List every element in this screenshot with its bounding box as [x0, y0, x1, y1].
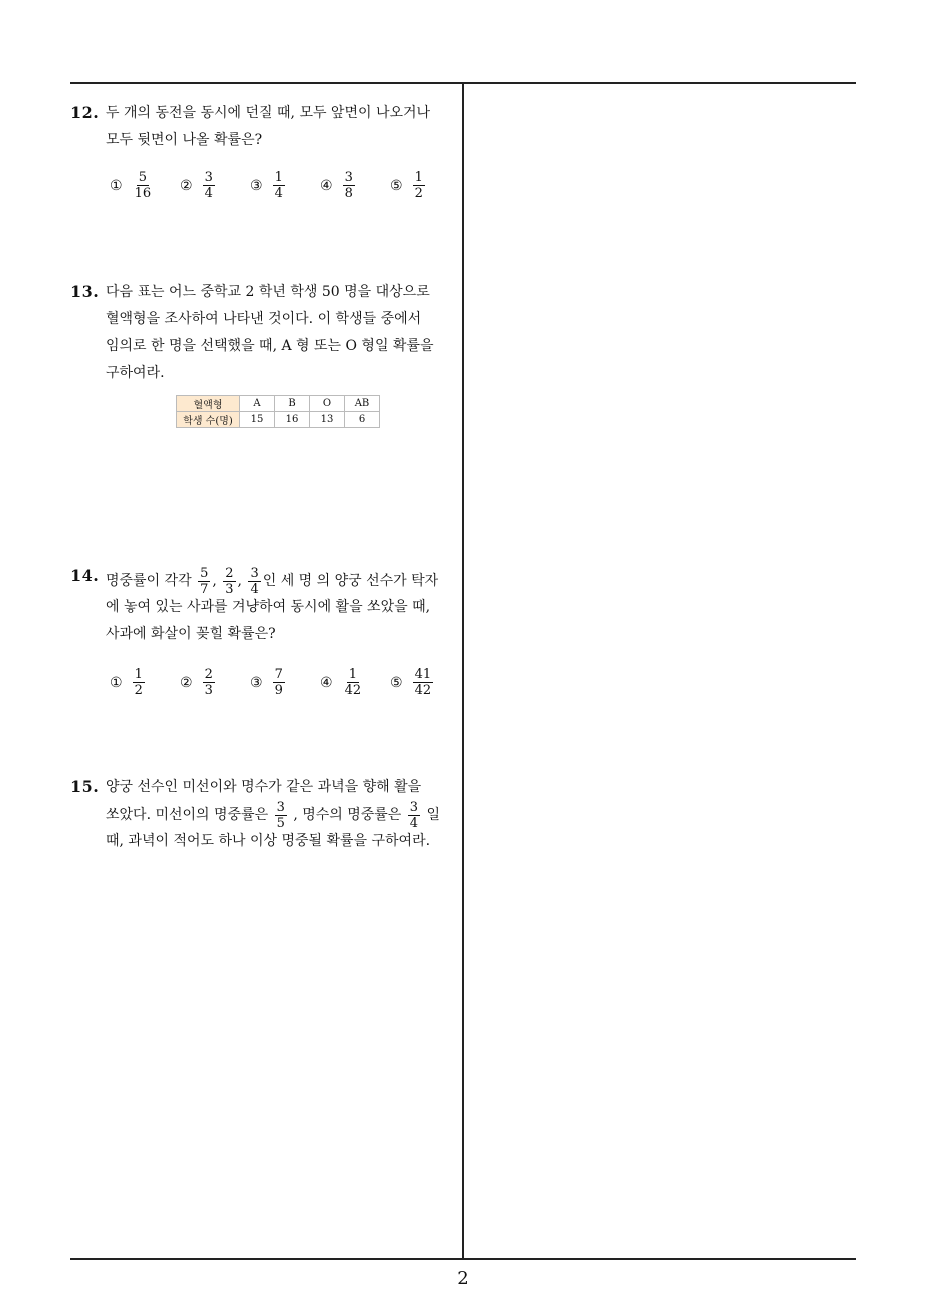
choice-1[interactable]: ① $\frac{1}{2}$	[110, 667, 143, 698]
fraction: $\frac{1}{4}$	[274, 170, 283, 201]
fraction: $\frac{7}{9}$	[274, 667, 283, 698]
question-line: 다음 표는 어느 중학교 2 학년 학생 50 명을 대상으로	[106, 284, 430, 300]
fraction: $\frac{3}{4}$	[250, 565, 259, 597]
column-header: O	[310, 396, 345, 412]
question-line: 때, 과녁이 적어도 하나 이상 명중될 확률을 구하여라.	[106, 833, 431, 849]
choice-1[interactable]: ① $\frac{5}{16}$	[110, 170, 152, 201]
question-number: 14.	[70, 566, 100, 585]
table-header-row	[177, 396, 380, 412]
fraction: $\frac{1}{2}$	[414, 170, 423, 201]
bottom-rule	[70, 1258, 856, 1260]
choice-2[interactable]: ② $\frac{3}{4}$	[180, 170, 213, 201]
question-text	[106, 565, 458, 648]
table-cell: 16	[275, 412, 310, 428]
question-number: 15.	[70, 777, 100, 796]
choice-3[interactable]: ③ $\frac{1}{4}$	[250, 170, 283, 201]
question-12	[70, 100, 458, 201]
column-header: B	[275, 396, 310, 412]
fraction: $\frac{41}{42}$	[414, 667, 432, 698]
fraction: $\frac{2}{3}$	[225, 565, 234, 597]
fraction: $\frac{2}{3}$	[204, 667, 213, 698]
question-number: 12.	[70, 103, 100, 122]
question-line: 두 개의 동전을 동시에 던질 때, 모두 앞면이 나오거나	[106, 105, 431, 121]
page-number: 2	[457, 1268, 469, 1289]
question-13	[70, 279, 458, 427]
table-cell: 15	[240, 412, 275, 428]
fraction: $\frac{5}{7}$	[200, 565, 209, 597]
question-line: 혈액형을 조사하여 나타낸 것이다. 이 학생들 중에서	[106, 311, 422, 327]
row-label: 학생 수(명)	[177, 412, 240, 428]
column-header: AB	[345, 396, 380, 412]
column-divider	[462, 82, 464, 1260]
fraction: $\frac{3}{8}$	[344, 170, 353, 201]
answer-choices	[110, 170, 460, 201]
header-label: 혈액형	[177, 396, 240, 412]
question-line: 명중률이 각각 $\frac{5}{7}$ , $\frac{2}{3}$ , $\frac{3}{4}$ 인 세 명 의 양궁 선수가 탁자	[106, 565, 439, 597]
question-line: 에 놓여 있는 사과를 겨냥하여 동시에 활을 쏘았을 때,	[106, 599, 431, 615]
blood-type-table	[176, 395, 380, 428]
question-line: 사과에 화살이 꽂힐 확률은?	[106, 626, 276, 642]
choice-5[interactable]: ⑤ $\frac{41}{42}$	[390, 667, 432, 698]
question-line: 쏘았다. 미선이의 명중률은 $\frac{3}{5}$ , 명수의 명중률은 $\frac{3}{4}$ 일	[106, 799, 441, 831]
table-row	[177, 412, 380, 428]
question-text	[106, 100, 458, 154]
question-number: 13.	[70, 282, 100, 301]
question-text	[106, 279, 458, 387]
table-cell: 13	[310, 412, 345, 428]
answer-choices	[110, 667, 460, 698]
table-cell: 6	[345, 412, 380, 428]
choice-4[interactable]: ④ $\frac{3}{8}$	[320, 170, 353, 201]
question-line: 모두 뒷면이 나올 확률은?	[106, 132, 263, 148]
fraction: $\frac{1}{2}$	[134, 667, 143, 698]
fraction: $\frac{3}{5}$	[276, 799, 285, 831]
question-line: 임의로 한 명을 선택했을 때, A 형 또는 O 형일 확률을	[106, 338, 434, 354]
fraction: $\frac{3}{4}$	[204, 170, 213, 201]
column-header: A	[240, 396, 275, 412]
question-15	[70, 774, 458, 855]
fraction: $\frac{1}{42}$	[344, 667, 362, 698]
choice-2[interactable]: ② $\frac{2}{3}$	[180, 667, 213, 698]
question-line: 구하여라.	[106, 365, 165, 381]
question-14	[70, 565, 458, 698]
fraction: $\frac{5}{16}$	[134, 170, 152, 201]
choice-3[interactable]: ③ $\frac{7}{9}$	[250, 667, 283, 698]
question-line: 양궁 선수인 미선이와 명수가 같은 과녁을 향해 활을	[106, 779, 422, 795]
fraction: $\frac{3}{4}$	[409, 799, 419, 831]
choice-5[interactable]: ⑤ $\frac{1}{2}$	[390, 170, 423, 201]
choice-4[interactable]: ④ $\frac{1}{42}$	[320, 667, 362, 698]
question-text	[106, 774, 458, 855]
